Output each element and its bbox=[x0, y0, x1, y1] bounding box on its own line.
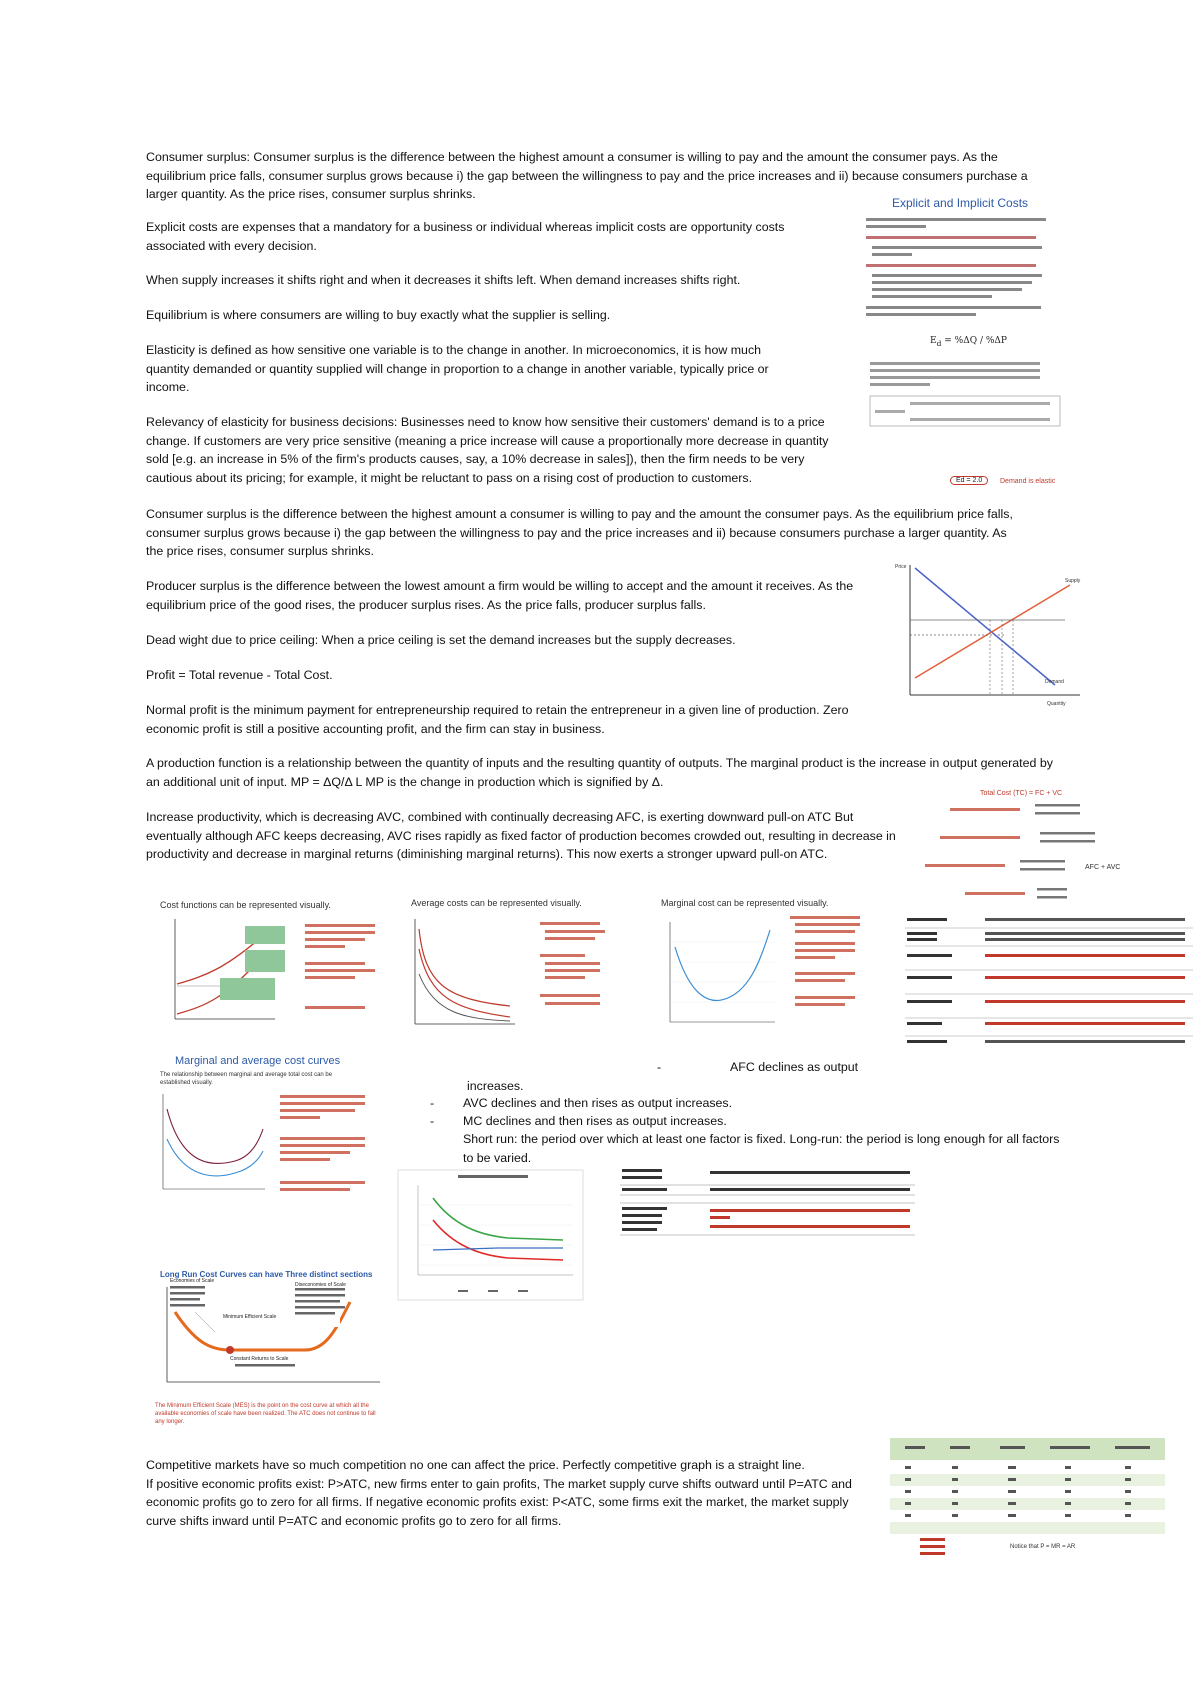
marginal-cost-slide bbox=[655, 898, 895, 1038]
elasticity-relevancy-para: Relevancy of elasticity for business decisions: Businesses need to know how sensitive their customers' demand is to a price change. If customers are very price sensitive (meaning a price increase will cause a proportionally more decrease in quantity sold [e.g. an increase in 5% of the firm's products causes, say, a 10% decrease in sales]), then the firm needs to be very cautious about its pricing; for example, it might be reluctant to pass on a rising cost of production to customers. bbox=[146, 415, 829, 485]
example-block bbox=[870, 356, 1070, 436]
cost-formula-lines bbox=[925, 802, 1125, 902]
supply-shift-para: When supply increases it shifts right and when it decreases it shifts left. When demand increases shifts right. bbox=[146, 273, 741, 287]
long-run-caption: The Minimum Efficient Scale (MES) is the point on the cost curve at which all the available economies of scale have been realized. The ATC does not continue to fall any longer. bbox=[155, 1403, 376, 1425]
sd-price-label: Price bbox=[895, 564, 907, 570]
production-function-para: A production function is a relationship between the quantity of inputs and the resulting quantity of outputs. The marginal product is the increase in output generated by an additional unit of input. MP = ΔQ/Δ L MP is the change in production which is signified by Δ. bbox=[146, 756, 1053, 789]
explicit-implicit-slide bbox=[850, 196, 1075, 506]
mc-ac-title: Marginal and average cost curves bbox=[175, 1055, 341, 1067]
mc-ac-chart bbox=[155, 1089, 395, 1229]
sd-quantity-label: Quantity bbox=[1047, 701, 1066, 707]
production-table bbox=[620, 1165, 915, 1240]
equilibrium-para: Equilibrium is where consumers are willing to buy exactly what the supplier is selling. bbox=[146, 308, 611, 322]
long-run-chart bbox=[155, 1278, 385, 1392]
cost-functions-chart bbox=[155, 914, 390, 1039]
p-mr-ar-note: Notice that P = MR = AR bbox=[1010, 1544, 1076, 1550]
mc-bullet: MC declines and then rises as output increases. bbox=[463, 1114, 727, 1128]
afc-avc-label: AFC + AVC bbox=[1085, 864, 1121, 871]
average-costs-chart bbox=[405, 914, 645, 1039]
cost-formulas bbox=[925, 790, 1125, 900]
producer-surplus-para: Producer surplus is the difference between the lowest amount a firm would be willing to accept and the amount it receives. As the equilibrium price of the good rises, the producer surplus rises. As the price falls, producer surplus falls. bbox=[146, 579, 854, 612]
elasticity-para: Elasticity is defined as how sensitive one variable is to the change in another. In microeconomics, it is how much quantity demanded or quantity supplied will change in proportion to a change in another variable, typically price or income. bbox=[146, 343, 769, 395]
ed-label: Ed = 2.0 bbox=[956, 477, 983, 484]
cost-functions-title: Cost functions can be represented visually. bbox=[160, 900, 331, 910]
productivity-para: Increase productivity, which is decreasing AVC, combined with continually decreasing AFC, is exerting downward pull-on ATC But eventually although AFC keeps decreasing, AVC rises rapidly as fixed factor of production becomes crowded out, resulting in decrease in productivity and decrease in marginal returns (diminishing marginal returns). This now exerts a stronger upward pull-on ATC. bbox=[146, 810, 896, 862]
normal-profit-para: Normal profit is the minimum payment for entrepreneurship required to retain the entrepreneur in a given line of production. Zero economic profit is still a positive accounting profit, and the firm can stay in business. bbox=[146, 703, 849, 736]
competitive-markets-para: Competitive markets have so much competition no one can affect the price. Perfectly competitive graph is a straight line. If positive economic profits exist: P>ATC, new firms enter to gain profits, The market supply curve shifts outward until P=ATC and economic profits go to zero for all firms. If negative economic profits exist: P<ATC, some firms exit the market, the market supply curve shifts inward until P=ATC and economic profits go to zero for all firms. bbox=[146, 1458, 852, 1528]
long-run-title: Long Run Cost Curves can have Three distinct sections bbox=[160, 1270, 373, 1279]
explicit-costs-para: Explicit costs are expenses that a mandatory for a business or individual whereas implicit costs are opportunity costs associated with every decision. bbox=[146, 220, 785, 253]
marginal-cost-title: Marginal cost can be represented visually. bbox=[661, 898, 829, 908]
consumer-surplus-para-2: Consumer surplus is the difference between the highest amount a consumer is willing to pay and the amount the consumer pays. As the equilibrium price falls, consumer surplus grows because i) the gap between the willingness to pay and the price increases and ii) because consumers purchase a larger quantity. As the price rises, consumer surplus shrinks. bbox=[146, 507, 1013, 559]
explicit-implicit-title: Explicit and Implicit Costs bbox=[892, 196, 1029, 210]
revenue-table bbox=[890, 1438, 1165, 1560]
ed-note: Demand is elastic bbox=[1000, 478, 1056, 485]
afc-bullet-text: AFC declines as output increases. bbox=[467, 1060, 859, 1093]
short-long-run-para: Short run: the period over which at least one factor is fixed. Long-run: the period is long enough for all factors to be varied. bbox=[463, 1132, 1060, 1165]
mc-ac-slide bbox=[155, 1055, 395, 1230]
deadweight-para: Dead wight due to price ceiling: When a price ceiling is set the demand increases but the supply decreases. bbox=[146, 633, 736, 647]
afc-bullet bbox=[467, 1058, 867, 1095]
ed-circle-label bbox=[950, 476, 988, 485]
bullet-dash-2: - bbox=[430, 1096, 435, 1110]
elasticity-formula: $E_d = \%\Delta Q / \%\Delta P$ bbox=[930, 336, 1007, 348]
bullet-dash-3: - bbox=[430, 1114, 435, 1128]
consumer-surplus-para-1: Consumer surplus: Consumer surplus is the difference between the highest amount a consumer is willing to pay and the amount the consumer pays. As the equilibrium price falls, consumer surplus grows because i) the gap between the willingness to pay and the price increases and ii) because consumers purchase a larger quantity. As the price rises, consumer surplus shrinks. bbox=[146, 150, 1028, 202]
lr-econ-label: Diseconomies of Scale bbox=[295, 1282, 346, 1288]
marginal-cost-chart bbox=[655, 912, 895, 1037]
sd-demand-label: Demand bbox=[1045, 679, 1064, 685]
mc-ac-sub: The relationship between marginal and average total cost can be established visually. bbox=[160, 1072, 333, 1086]
average-costs-slide bbox=[405, 900, 645, 1040]
cost-schedule-table bbox=[905, 910, 1193, 1060]
supply-demand-graph bbox=[895, 560, 1095, 720]
long-run-slide bbox=[155, 1270, 385, 1445]
slide-text-lines bbox=[860, 216, 1065, 336]
total-cost-formula: Total Cost (TC) = FC + VC bbox=[980, 790, 1063, 797]
lr-dis-label: Economies of Scale bbox=[170, 1278, 215, 1284]
average-costs-title: Average costs can be represented visually. bbox=[411, 898, 582, 908]
lr-const-label: Constant Returns to Scale bbox=[230, 1356, 289, 1362]
cost-functions-slide bbox=[150, 900, 390, 1040]
profit-para: Profit = Total revenue - Total Cost. bbox=[146, 668, 333, 682]
cost-curves-line-chart bbox=[398, 1170, 583, 1300]
lr-min-label: Minimum Efficient Scale bbox=[223, 1314, 277, 1320]
explicit-bullets bbox=[860, 216, 1065, 336]
bullet-dash-1: - bbox=[657, 1060, 662, 1074]
avc-bullet: AVC declines and then rises as output increases. bbox=[463, 1096, 733, 1110]
sd-supply-label: Supply bbox=[1065, 578, 1081, 584]
